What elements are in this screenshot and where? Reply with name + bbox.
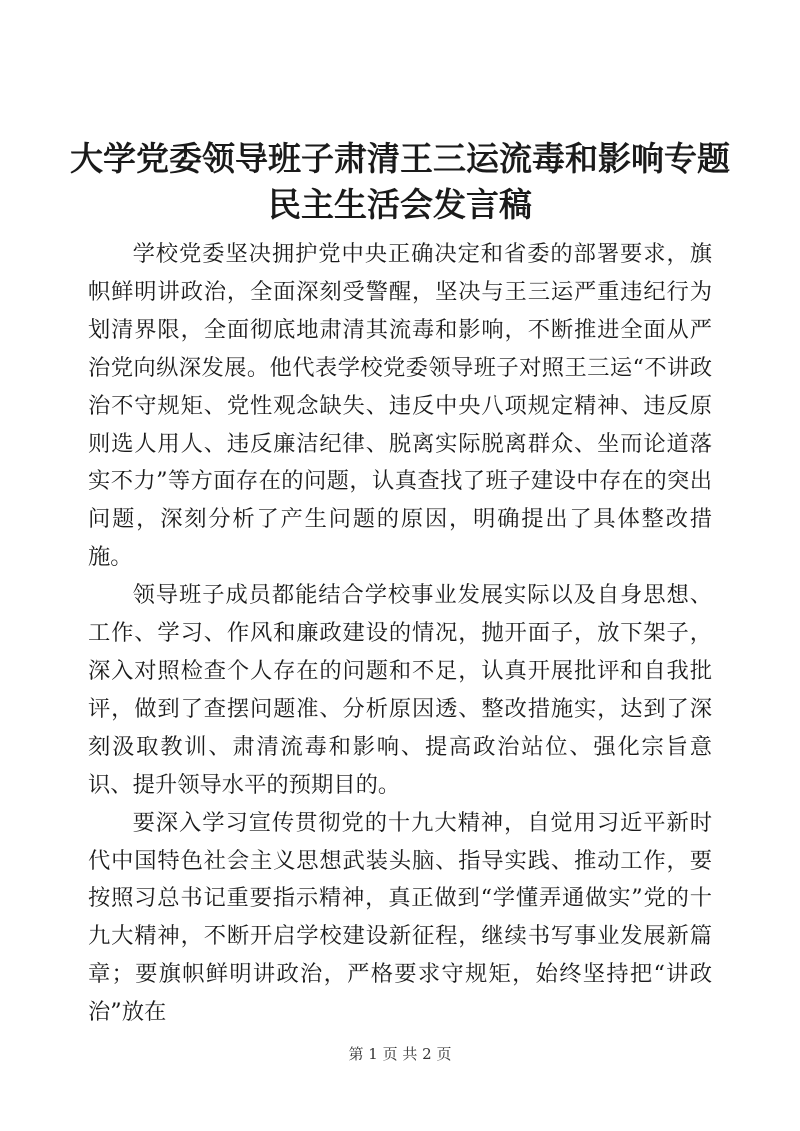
paragraph-1: 学校党委坚决拥护党中央正确决定和省委的部署要求，旗帜鲜明讲政治，全面深刻受警醒，坚决与王三运严重违纪行为划清界限，全面彻底地肃清其流毒和影响，不断推进全面从严治党向纵深发展。他代表学校党委领导班子对照王三运“不讲政治不守规矩、党性观念缺失、违反中央八项规定精神、违反原则选人用人、违反廉洁纪律、脱离实际脱离群众、坐而论道落实不力”等方面存在的问题，认真查找了班子建设中存在的突出问题，深刻分析了产生问题的原因，明确提出了具体整改措施。 xyxy=(88,241,712,571)
document-title-line-2: 民主生活会发言稿 xyxy=(268,185,532,224)
document-body xyxy=(88,236,712,1032)
page-number-footer: 第 1 页 共 2 页 xyxy=(348,1045,452,1063)
paragraph-3: 要深入学习宣传贯彻党的十九大精神，自觉用习近平新时代中国特色社会主义思想武装头脑、指导实践、推动工作，要按照习总书记重要指示精神，真正做到“学懂弄通做实”党的十九大精神，不断开启学校建设新征程，继续书写事业发展新篇章；要旗帜鲜明讲政治，严格要求守规矩，始终坚持把“讲政治”放在 xyxy=(88,809,712,1026)
paragraph-2: 领导班子成员都能结合学校事业发展实际以及自身思想、工作、学习、作风和廉政建设的情况，抛开面子，放下架子，深入对照检查个人存在的问题和不足，认真开展批评和自我批评，做到了查摆问题准、分析原因透、整改措施实，达到了深刻汲取教训、肃清流毒和影响、提高政治站位、强化宗旨意识、提升领导水平的预期目的。 xyxy=(88,582,712,798)
document-title-line-1: 大学党委领导班子肃清王三运流毒和影响专题 xyxy=(70,139,730,178)
